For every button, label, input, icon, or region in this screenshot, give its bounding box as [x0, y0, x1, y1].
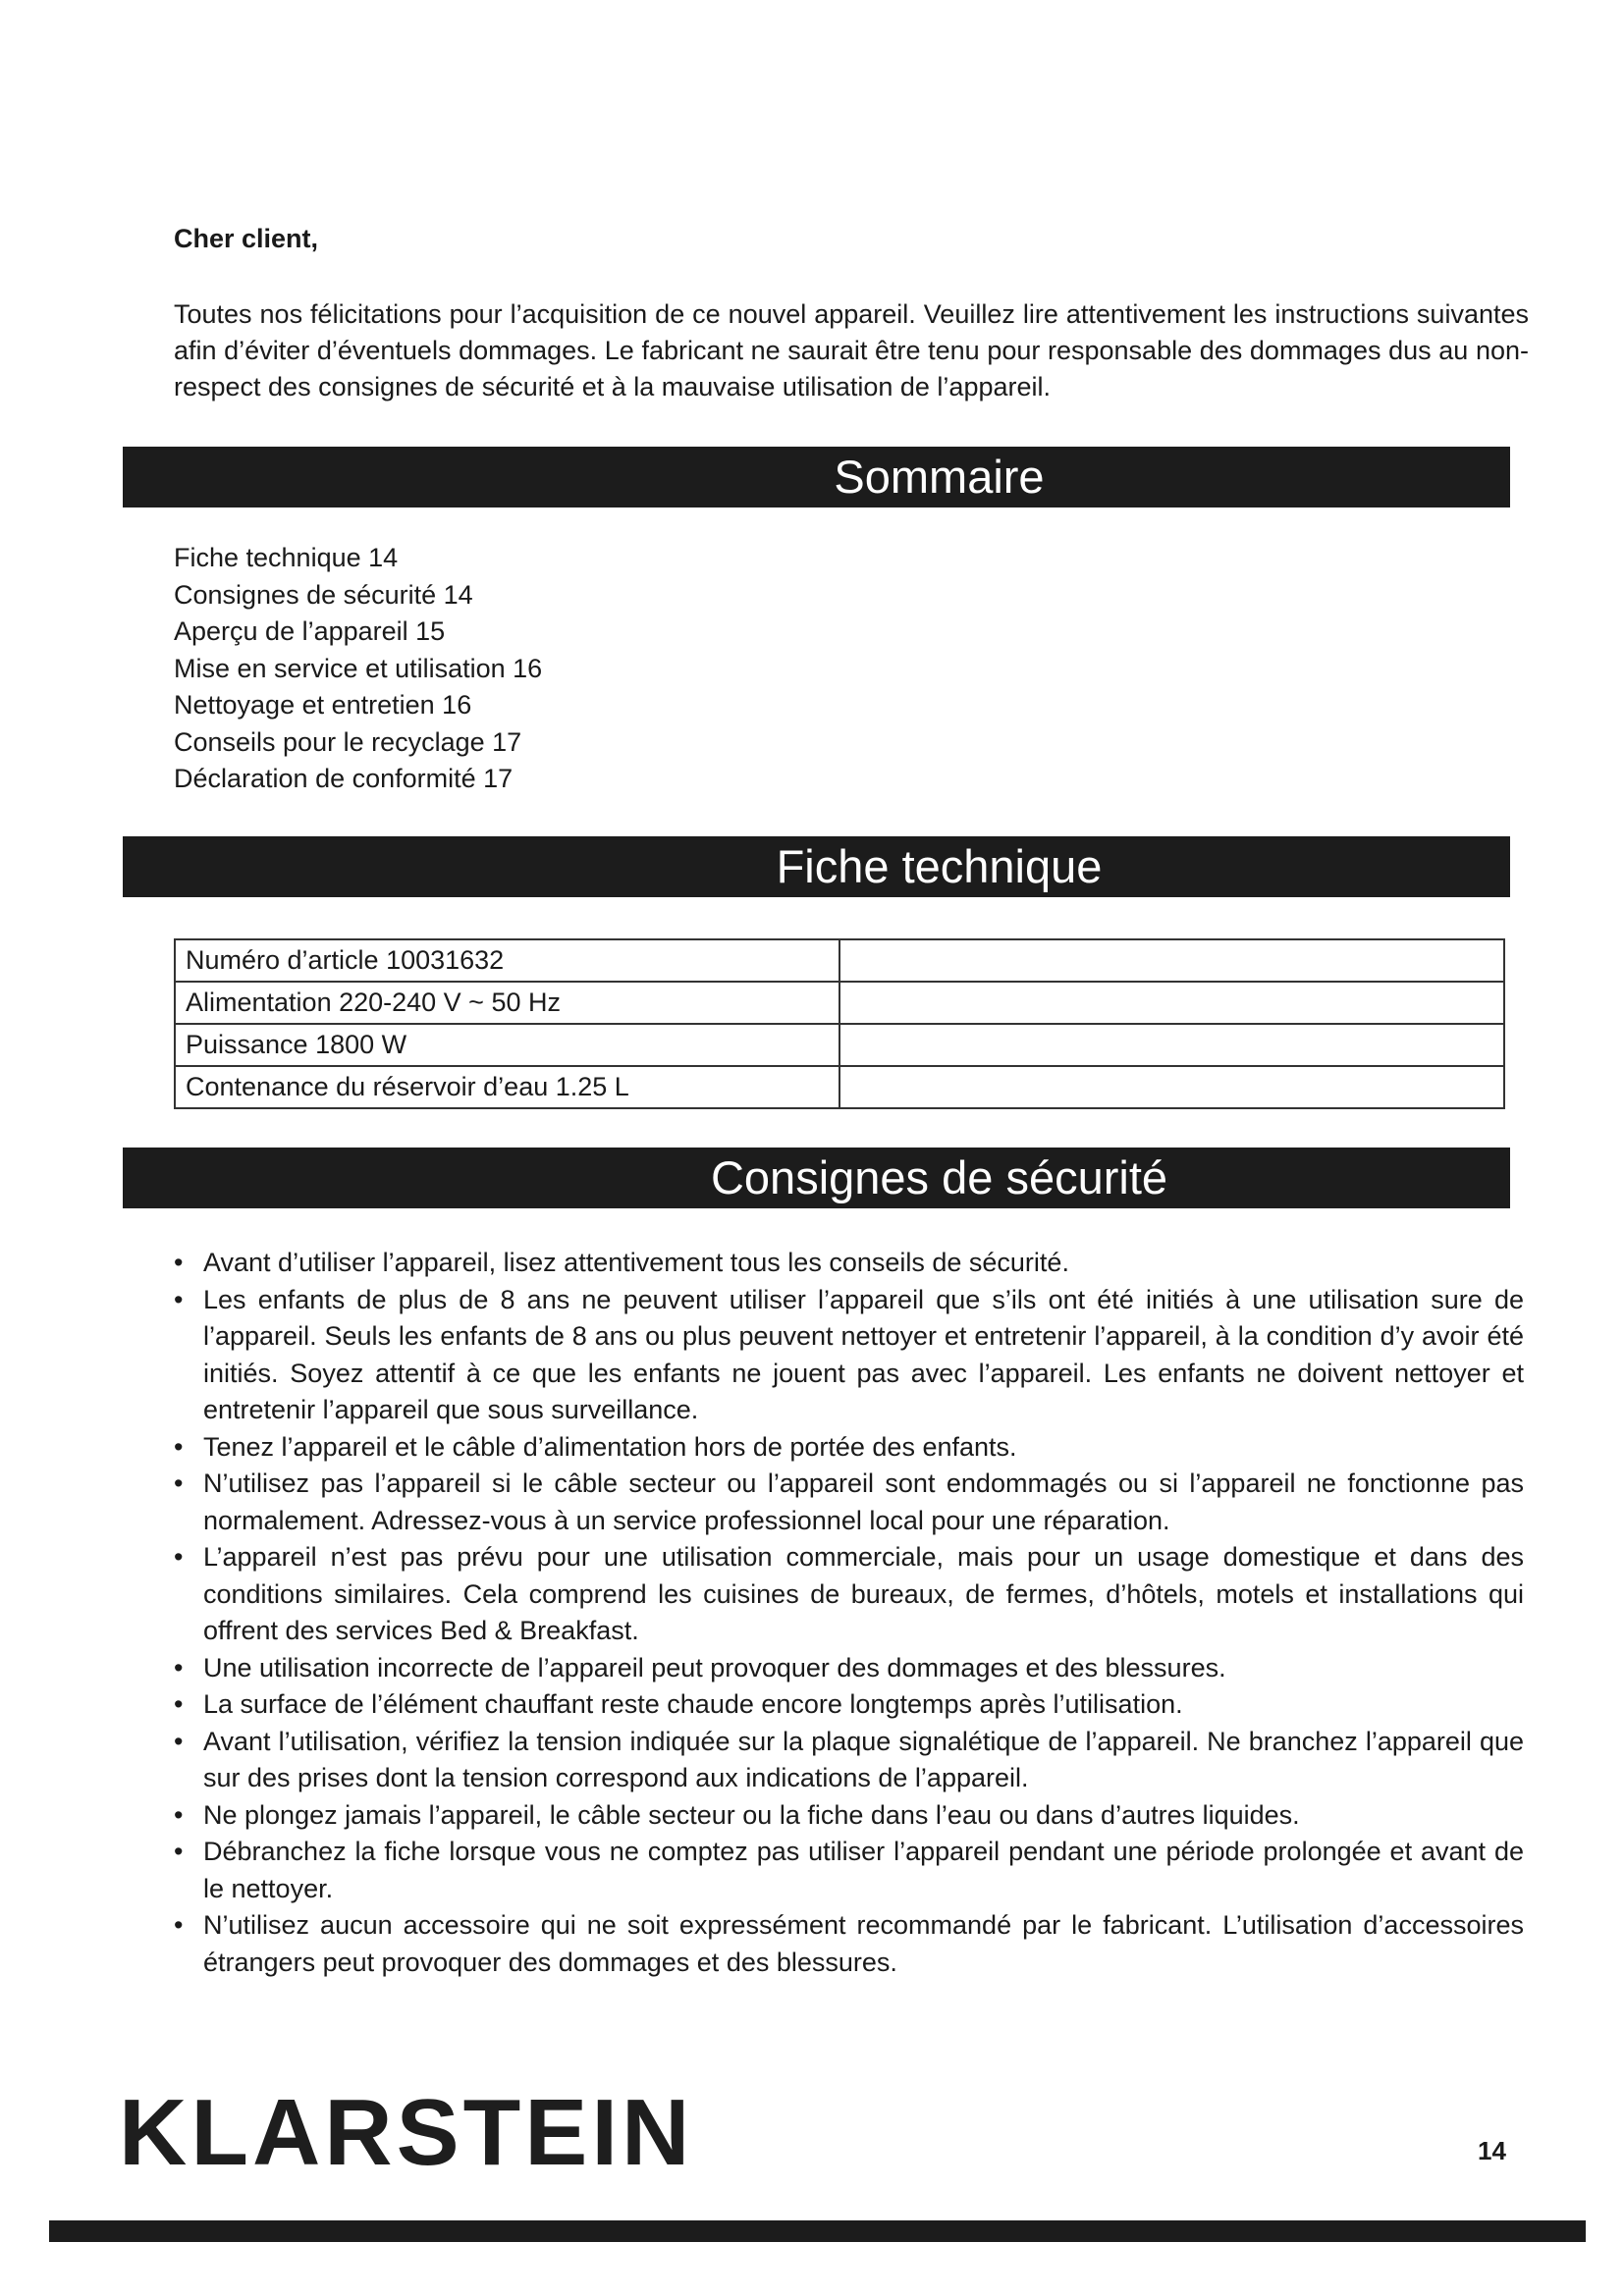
list-item: • La surface de l’élément chauffant reste chaude encore longtemps après l’utilisation.: [174, 1686, 1524, 1724]
list-item: • Avant d’utiliser l’appareil, lisez attentivement tous les conseils de sécurité.: [174, 1245, 1524, 1282]
spec-label: Alimentation 220-240 V ~ 50 Hz: [175, 982, 839, 1024]
toc-item: Conseils pour le recyclage 17: [174, 726, 522, 757]
section-title-consignes: Consignes de sécurité: [710, 1151, 1168, 1203]
spec-label: Numéro d’article 10031632: [175, 939, 839, 982]
toc-item: Consignes de sécurité 14: [174, 579, 473, 610]
section-header-fiche-technique: [123, 836, 1510, 897]
table-row: [175, 1066, 1504, 1108]
table-row: [175, 1024, 1504, 1066]
list-item: • Débranchez la fiche lorsque vous ne comptez pas utiliser l’appareil pendant une période prolongée et avant de le nettoyer.: [174, 1834, 1524, 1907]
list-item: • Les enfants de plus de 8 ans ne peuvent utiliser l’appareil que s’ils ont été initiés à une utilisation sure de l’appareil. Seuls les enfants de 8 ans ou plus peuvent nettoyer et entretenir l’appareil, à la condition d’y avoir été initiés. Soyez attentif à ce que les enfants ne jouent pas avec l’appareil. Les enfants ne doivent nettoyer et entretenir l’appareil que sous surveillance.: [174, 1282, 1524, 1429]
greeting: Cher client,: [174, 224, 319, 253]
list-item: • Ne plongez jamais l’appareil, le câble secteur ou la fiche dans l’eau ou dans d’autres liquides.: [174, 1797, 1524, 1835]
list-item: • L’appareil n’est pas prévu pour une utilisation commerciale, mais pour un usage domestique et dans des conditions similaires. Cela comprend les cuisines de bureaux, de fermes, d’hôtels, motels et installations qui offrent des services Bed & Breakfast.: [174, 1539, 1524, 1650]
brand-logo: KLARSTEIN: [119, 2080, 694, 2185]
section-title-fiche-technique: Fiche technique: [776, 840, 1103, 892]
section-header-sommaire: [123, 447, 1510, 507]
toc-item: Nettoyage et entretien 16: [174, 690, 472, 720]
toc-item: Fiche technique 14: [174, 543, 399, 572]
spec-table: [174, 938, 1505, 1109]
list-item: • Avant l’utilisation, vérifiez la tension indiquée sur la plaque signalétique de l’appareil. Ne branchez l’appareil que sur des prises dont la tension correspond aux indications de l’appareil.: [174, 1724, 1524, 1797]
spec-value: [839, 1066, 1504, 1108]
spec-value: [839, 939, 1504, 982]
list-item: • N’utilisez aucun accessoire qui ne soit expressément recommandé par le fabricant. L’utilisation d’accessoires étrangers peut provoquer des dommages et des blessures.: [174, 1907, 1524, 1981]
footer-divider: [49, 2220, 1586, 2242]
spec-value: [839, 1024, 1504, 1066]
table-of-contents: [174, 540, 542, 798]
list-item: • Tenez l’appareil et le câble d’alimentation hors de portée des enfants.: [174, 1429, 1524, 1467]
table-row: [175, 939, 1504, 982]
spec-label: Puissance 1800 W: [175, 1024, 839, 1066]
spec-value: [839, 982, 1504, 1024]
intro-paragraph: Toutes nos félicitations pour l’acquisition de ce nouvel appareil. Veuillez lire attentivement les instructions suivantes afin d’éviter d’éventuels dommages. Le fabricant ne saurait être tenu pour responsable des dommages dus au non-respect des consignes de sécurité et à la mauvaise utilisation de l’appareil.: [174, 299, 1529, 401]
spec-label: Contenance du réservoir d’eau 1.25 L: [175, 1066, 839, 1108]
page-number: 14: [1478, 2136, 1506, 2165]
list-item: • Une utilisation incorrecte de l’appareil peut provoquer des dommages et des blessures.: [174, 1650, 1524, 1687]
safety-instructions-list: [174, 1245, 1524, 1981]
toc-item: Déclaration de conformité 17: [174, 764, 514, 793]
section-header-consignes: [123, 1148, 1510, 1208]
section-title-sommaire: Sommaire: [834, 451, 1045, 503]
toc-item: Aperçu de l’appareil 15: [174, 616, 446, 646]
table-row: [175, 982, 1504, 1024]
toc-item: Mise en service et utilisation 16: [174, 653, 543, 683]
list-item: • N’utilisez pas l’appareil si le câble secteur ou l’appareil sont endommagés ou si l’appareil ne fonctionne pas normalement. Adressez-vous à un service professionnel local pour une réparation.: [174, 1466, 1524, 1539]
